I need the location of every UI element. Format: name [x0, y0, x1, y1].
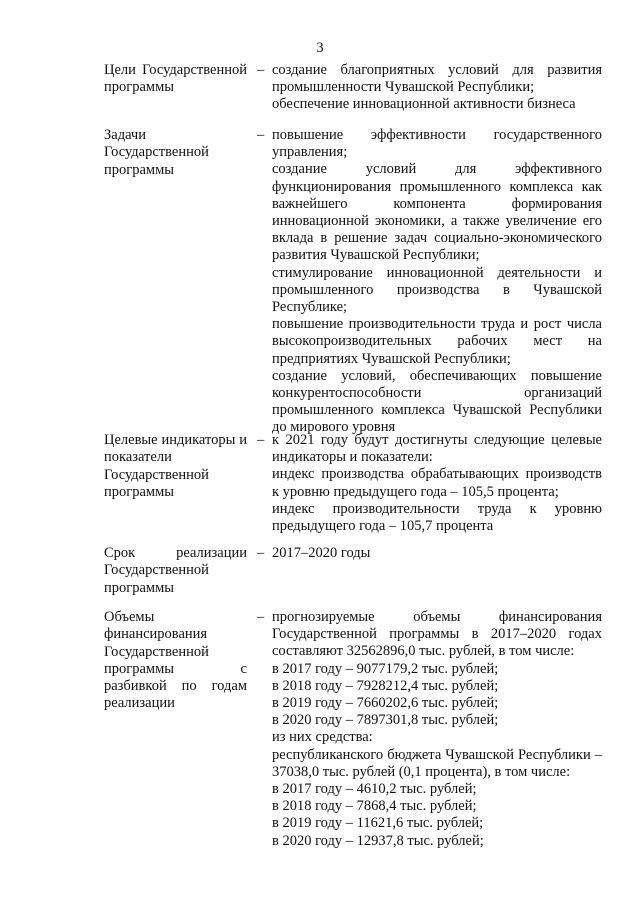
row-label: Объемы финансирования Государственной программы с разбивкой по годам реализации — [104, 609, 247, 712]
row-content — [272, 127, 602, 437]
row-label: Целевые индикаторы и показатели Государственной программы — [104, 432, 247, 500]
dash-separator: – — [257, 432, 265, 448]
content-item: в 2019 году – 7660202,6 тыс. рублей; — [272, 695, 499, 712]
content-item: в 2018 году – 7868,4 тыс. рублей; — [272, 798, 477, 815]
content-item: к 2021 году будут достигнуты следующие целевые индикаторы и показатели: — [272, 432, 602, 466]
content-item: в 2020 году – 7897301,8 тыс. рублей; — [272, 712, 499, 729]
content-item: повышение эффективности государственного управления; — [272, 127, 602, 161]
content-item: в 2020 году – 12937,8 тыс. рублей; — [272, 832, 484, 849]
content-item: индекс производительности труда к уровню предыдущего года – 105,7 процента — [272, 500, 602, 535]
row-label: Задачи Государственной программы — [104, 127, 209, 178]
content-item: создание условий, обеспечивающих повышение конкурентоспособности организаций промышленного комплекса Чувашской Республики до мирового уровня — [272, 367, 602, 436]
content-item: стимулирование инновационной деятельности и промышленного производства в Чувашской Республике; — [272, 264, 602, 316]
dash-separator: – — [257, 127, 265, 143]
content-item: прогнозируемые объемы финансирования Государственной программы в 2017–2020 годах составляют 32562896,0 тыс. рублей, в том числе: — [272, 609, 602, 660]
row-label: Срок реализации Государственной программы — [104, 545, 247, 596]
content-item: республиканского бюджета Чувашской Республики – 37038,0 тыс. рублей (0,1 процента), в том числе: — [272, 746, 602, 780]
content-item: 2017–2020 годы — [272, 545, 371, 561]
page-number: 3 — [316, 40, 324, 56]
dash-separator: – — [257, 609, 265, 625]
content-item: обеспечение инновационной активности бизнеса — [272, 96, 576, 113]
content-item: в 2018 году – 7928212,4 тыс. рублей; — [272, 677, 499, 694]
content-item: в 2017 году – 9077179,2 тыс. рублей; — [272, 660, 499, 677]
content-item: создание благоприятных условий для развития промышленности Чувашской Республики; — [272, 62, 602, 96]
dash-separator: – — [257, 62, 265, 78]
row-content — [272, 432, 602, 535]
content-item: в 2017 году – 4610,2 тыс. рублей; — [272, 781, 477, 798]
content-item: создание условий для эффективного функционирования промышленного комплекса как важнейшего компонента формирования инновационной экономики, а также увеличение его вклада в решение задач социально-экономического развития Чувашской Республики; — [272, 161, 602, 264]
content-item: из них средства: — [272, 729, 373, 746]
content-item: повышение производительности труда и рост числа высокопроизводительных рабочих мест на предприятиях Чувашской Республики; — [272, 316, 602, 367]
content-item: индекс производства обрабатывающих производств к уровню предыдущего года – 105,5 процента; — [272, 466, 602, 500]
row-label: Цели Государственной программы — [104, 62, 247, 96]
dash-separator: – — [257, 545, 265, 561]
row-content — [272, 62, 602, 114]
row-content — [272, 609, 602, 850]
content-item: в 2019 году – 11621,6 тыс. рублей; — [272, 815, 484, 832]
row-content — [272, 545, 602, 562]
